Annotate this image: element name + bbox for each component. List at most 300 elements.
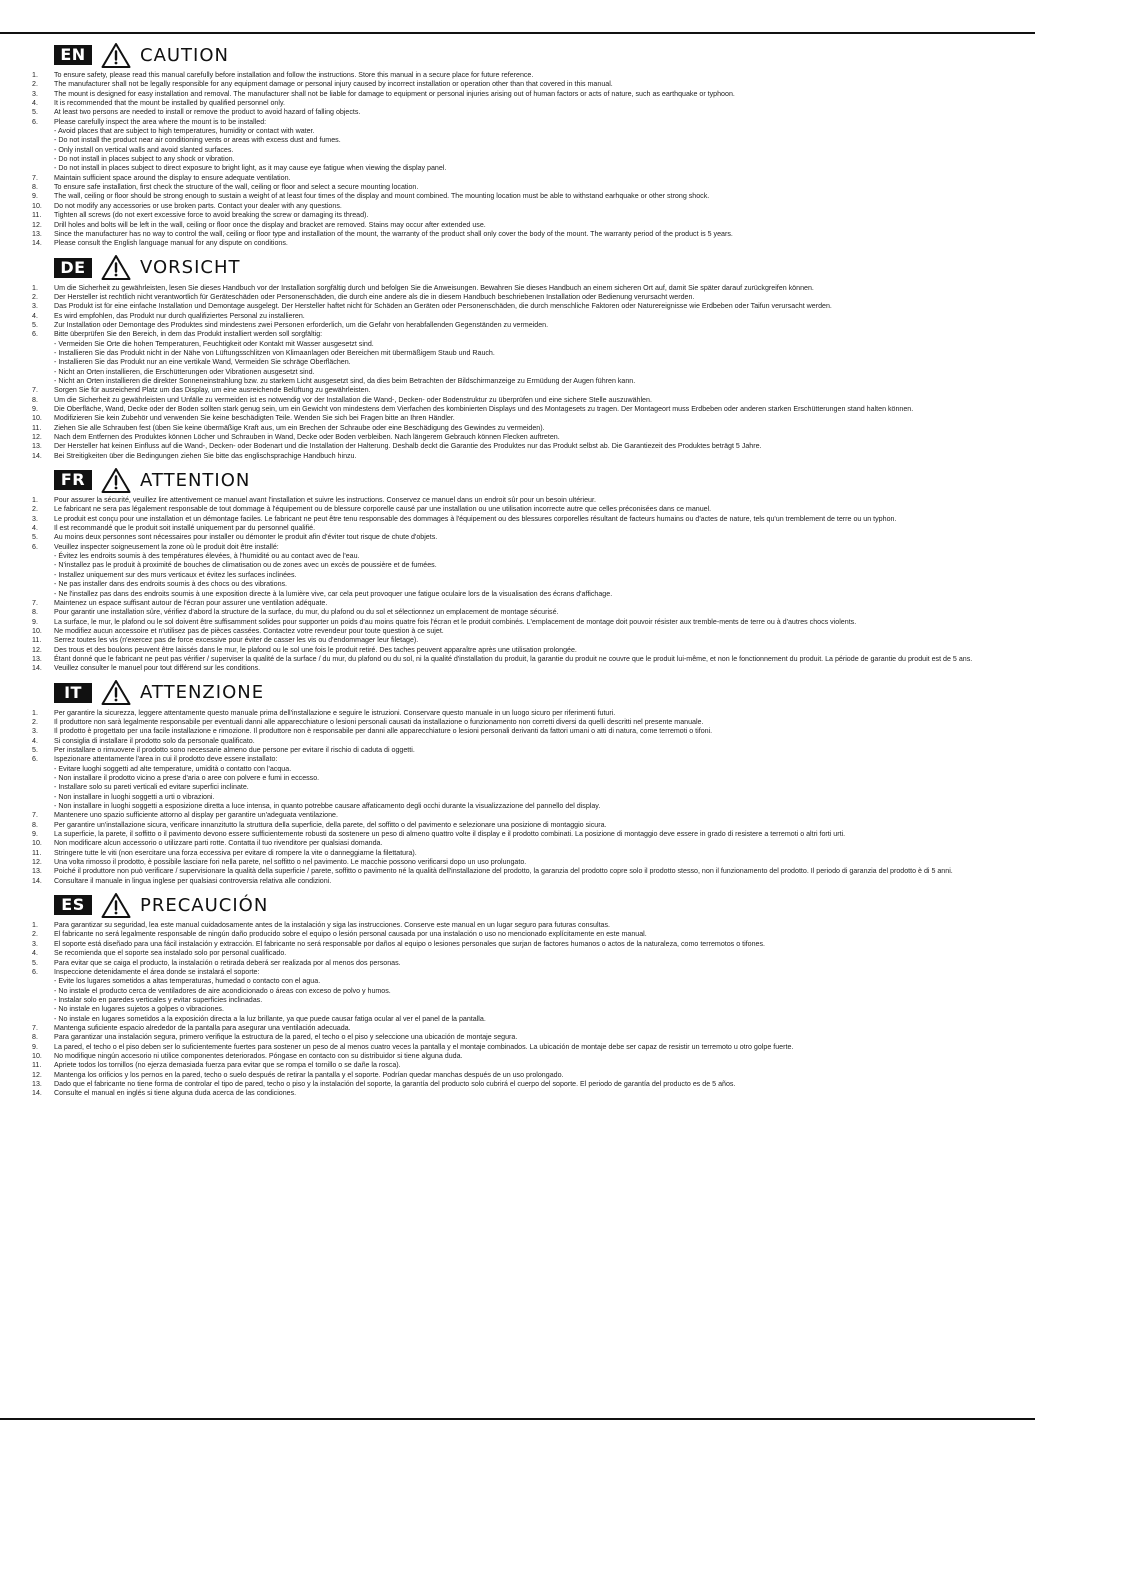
item-text: Au moins deux personnes sont nécessaires pour installer ou démonter le produit afin d'éviter tout risque de chute d'objets. [54, 533, 438, 542]
instruction-item [32, 709, 1022, 718]
sub-item-text: - N'installez pas le produit à proximité de bouches de climatisation ou de zones avec un excès de poussière et de fumées. [54, 561, 437, 570]
item-body [54, 202, 1022, 211]
item-body [54, 174, 1022, 183]
item-number: 11. [32, 423, 42, 432]
warning-icon [101, 254, 131, 281]
instruction-item [32, 414, 1022, 423]
instruction-item [32, 302, 1022, 311]
item-number: 13. [32, 654, 42, 663]
instruction-list [32, 921, 1022, 1099]
item-text: Consulte el manual en inglés si tiene alguna duda acerca de las condiciones. [54, 1089, 297, 1098]
instruction-item [32, 655, 1022, 664]
item-body [54, 755, 1022, 811]
item-text: Inspeccione detenidamente el área donde se instalará el soporte: [54, 967, 260, 976]
instruction-item [32, 524, 1022, 533]
item-body [54, 655, 1022, 664]
item-number: 5. [32, 533, 38, 542]
instruction-item [32, 1071, 1022, 1080]
item-body [54, 921, 1022, 930]
item-text: Es wird empfohlen, das Produkt nur durch qualifiziertes Personal zu installieren. [54, 311, 305, 320]
item-number: 7. [32, 1023, 38, 1032]
section-header [54, 678, 1022, 708]
sub-item-text: - Instalar solo en paredes verticales y evitar superficies inclinadas. [54, 995, 263, 1004]
item-body [54, 118, 1022, 174]
item-number: 14. [32, 1089, 42, 1098]
item-text: Please consult the English language manual for any dispute on conditions. [54, 239, 288, 248]
item-body [54, 71, 1022, 80]
instruction-item [32, 1089, 1022, 1098]
item-body [54, 1052, 1022, 1061]
sub-item-text: - Ne pas installer dans des endroits soumis à des chocs ou des vibrations. [54, 580, 288, 589]
item-text: To ensure safety, please read this manual carefully before installation and follow the instructions. Store this manual in a secure place for future reference. [54, 71, 534, 79]
item-number: 6. [32, 967, 38, 976]
item-number: 13. [32, 1079, 42, 1088]
section-title: VORSICHT [140, 257, 241, 279]
item-number: 4. [32, 99, 38, 108]
sub-item-text: - Evite los lugares sometidos a altas temperaturas, humedad o contacto con el agua. [54, 977, 321, 986]
item-text: Mantenga suficiente espacio alrededor de la pantalla para asegurar una ventilación adecuada. [54, 1023, 351, 1032]
sub-item-text: - Do not install in places subject to direct exposure to bright light, as it may cause eye fatigue when viewing the display panel. [54, 164, 447, 173]
item-text: La superficie, la parete, il soffitto o il pavimento devono essere sufficientemente robusti da sostenere un peso di almeno quattro volte il display e il prodotto combinati. La posizione di montaggio deve essere in grado di resistere a terremoti o altri forti urti. [54, 830, 846, 839]
item-text: Do not modify any accessories or use broken parts. Contact your dealer with any questions. [54, 201, 342, 210]
section-header [54, 40, 1022, 70]
instruction-item [32, 239, 1022, 248]
item-text: Ziehen Sie alle Schrauben fest (üben Sie keine übermäßige Kraft aus, um ein Brechen der Schraube oder eine Beschädigung des Gewindes zu vermeiden). [54, 423, 545, 432]
caution-document [32, 40, 1022, 1103]
item-body [54, 424, 1022, 433]
item-text: The manufacturer shall not be legally responsible for any equipment damage or personal injury caused by incorrect installation or operation other than that covered in this manual. [54, 80, 613, 89]
instruction-item [32, 533, 1022, 542]
item-number: 9. [32, 830, 38, 839]
item-text: Tighten all screws (do not exert excessive force to avoid breaking the screw or damaging its thread). [54, 211, 369, 220]
item-number: 2. [32, 292, 38, 301]
instruction-item [32, 118, 1022, 174]
item-number: 7. [32, 173, 38, 182]
sub-item-text: - Installieren Sie das Produkt nur an eine vertikale Wand, Vermeiden Sie schräge Oberflächen. [54, 358, 351, 367]
item-number: 11. [32, 636, 42, 645]
item-body [54, 414, 1022, 423]
item-number: 6. [32, 542, 38, 551]
instruction-item [32, 618, 1022, 627]
instruction-item [32, 858, 1022, 867]
section-title: CAUTION [140, 44, 229, 66]
item-number: 10. [32, 201, 42, 210]
instruction-item [32, 321, 1022, 330]
item-number: 5. [32, 108, 38, 117]
section-header [54, 253, 1022, 283]
item-text: Serrez toutes les vis (n'exercez pas de force excessive pour éviter de casser les vis ou d'endommager leur filetage). [54, 636, 419, 645]
item-body [54, 636, 1022, 645]
sub-item-text: - Vermeiden Sie Orte die hohen Temperaturen, Feuchtigkeit oder Kontakt mit Wasser ausgesetzt sind. [54, 339, 374, 348]
item-number: 1. [32, 496, 38, 505]
instruction-item [32, 174, 1022, 183]
instruction-list [32, 284, 1022, 462]
sub-item-text: - Évitez les endroits soumis à des températures élevées, à l'humidité ou au contact avec de l'eau. [54, 552, 360, 561]
item-body [54, 811, 1022, 820]
sub-item-text: - Non installare in luoghi soggetti a urti o vibrazioni. [54, 792, 215, 801]
sub-item-text: - Installieren Sie das Produkt nicht in der Nähe von Lüftungsschlitzen von Klimaanlagen oder Bereichen mit übermäßigem Staub und Rauch. [54, 348, 495, 357]
item-body [54, 108, 1022, 117]
item-body [54, 524, 1022, 533]
item-number: 2. [32, 930, 38, 939]
item-text: Ispezionare attentamente l'area in cui il prodotto deve essere installato: [54, 755, 278, 764]
item-body [54, 505, 1022, 514]
item-text: The mount is designed for easy installation and removal. The manufacturer shall not be liable for damage to equipment or personal injuries arising out of human factors or acts of nature, such as earthquake or typhoon. [54, 89, 735, 98]
instruction-item [32, 867, 1022, 876]
item-number: 4. [32, 949, 38, 958]
sub-item-text: - Ne l'installez pas dans des endroits soumis à une exposition directe à la lumière vive, car cela peut provoquer une fatigue oculaire lors de la visualisation des écrans d'affichage. [54, 589, 613, 598]
sub-item-text: - Avoid places that are subject to high temperatures, humidity or contact with water. [54, 127, 315, 136]
section-title: ATTENTION [140, 469, 251, 491]
instruction-item [32, 71, 1022, 80]
item-body [54, 664, 1022, 673]
item-body [54, 877, 1022, 886]
item-text: Der Hersteller ist rechtlich nicht verantwortlich für Geräteschäden oder Personenschäden, die durch eine andere als die in diesem Handbuch beschriebenen Installation oder Bedienung verursacht werden. [54, 292, 695, 301]
warning-icon [101, 42, 131, 69]
item-body [54, 839, 1022, 848]
sub-item-text: - Installare solo su pareti verticali ed evitare superfici inclinate. [54, 783, 249, 792]
item-text: Bei Streitigkeiten über die Bedingungen ziehen Sie bitte das englischsprachige Handbuch hinzu. [54, 451, 357, 460]
instruction-item [32, 192, 1022, 201]
caution-section-es [32, 890, 1022, 1099]
item-body [54, 1024, 1022, 1033]
item-number: 5. [32, 958, 38, 967]
language-badge: IT [54, 683, 92, 703]
item-body [54, 221, 1022, 230]
item-body [54, 396, 1022, 405]
instruction-item [32, 646, 1022, 655]
item-body [54, 727, 1022, 736]
item-body [54, 746, 1022, 755]
item-body [54, 284, 1022, 293]
item-number: 5. [32, 320, 38, 329]
item-number: 1. [32, 283, 38, 292]
item-number: 6. [32, 330, 38, 339]
item-number: 10. [32, 414, 42, 423]
caution-section-en [32, 40, 1022, 249]
instruction-item [32, 108, 1022, 117]
instruction-item [32, 1033, 1022, 1042]
sub-item-text: - No instale en lugares sometidos a la exposición directa a la luz brillante, ya que puede causar fatiga ocular al ver el panel de la pantalla. [54, 1014, 486, 1023]
item-text: Sorgen Sie für ausreichend Platz um das Display, um eine ausreichende Belüftung zu gewährleisten. [54, 386, 371, 395]
item-body [54, 433, 1022, 442]
instruction-item [32, 664, 1022, 673]
instruction-item [32, 433, 1022, 442]
item-body [54, 183, 1022, 192]
item-text: Le fabricant ne sera pas légalement responsable de tout dommage à l'équipement ou de blessure corporelle causé par une installation ou une utilisation incorrecte autre que celles préconisées dans ce manuel. [54, 505, 712, 514]
item-text: Non modificare alcun accessorio o utilizzare parti rotte. Contatta il tuo rivenditore per qualsiasi domanda. [54, 839, 383, 848]
instruction-item [32, 718, 1022, 727]
item-number: 4. [32, 736, 38, 745]
item-number: 2. [32, 505, 38, 514]
item-text: Pour assurer la sécurité, veuillez lire attentivement ce manuel avant l'installation et suivre les instructions. Conservez ce manuel dans un endroit sûr pour un besoin ultérieur. [54, 496, 596, 505]
item-text: Per installare o rimuovere il prodotto sono necessarie almeno due persone per evitare il rischio di caduta di oggetti. [54, 745, 415, 754]
warning-icon [101, 892, 131, 919]
instruction-item [32, 293, 1022, 302]
instruction-item [32, 211, 1022, 220]
item-body [54, 1033, 1022, 1042]
item-body [54, 608, 1022, 617]
instruction-item [32, 505, 1022, 514]
instruction-item [32, 930, 1022, 939]
item-body [54, 330, 1022, 386]
item-text: Stringere tutte le viti (non esercitare una forza eccessiva per evitare di rompere la vite o danneggiarne la filettatura). [54, 848, 417, 857]
instruction-item [32, 830, 1022, 839]
item-text: Étant donné que le fabricant ne peut pas vérifier / superviser la qualité de la surface / du mur, du plafond ou du sol, ni la qualité d'installation du produit, la garantie du produit ne couvre que le produit lui-même, et non le fonctionnement du produit. La période de garantie du produit est de 5 ans. [54, 654, 973, 663]
item-body [54, 496, 1022, 505]
item-number: 7. [32, 811, 38, 820]
item-body [54, 968, 1022, 1024]
item-text: Um die Sicherheit zu gewährleisten und Unfälle zu vermeiden ist es notwendig vor der Installation die Wand-, Decken- oder Bodenstruktur zu überprüfen und eine sichere Stelle auszuwählen. [54, 395, 652, 404]
item-number: 14. [32, 451, 42, 460]
item-number: 7. [32, 386, 38, 395]
item-number: 6. [32, 755, 38, 764]
item-text: Um die Sicherheit zu gewährleisten, lesen Sie dieses Handbuch vor der Installation sorgfältig durch und befolgen Sie die Anweisungen. Bewahren Sie dieses Handbuch an einem sicheren Ort auf, damit Sie später darauf zurückgreifen können. [54, 283, 814, 292]
item-body [54, 230, 1022, 239]
item-text: Since the manufacturer has no way to control the wall, ceiling or floor type and installation of the mount, the warranty of the product shall only cover the body of the mount. The warranty period of the product is 5 years. [54, 229, 733, 238]
item-body [54, 543, 1022, 599]
item-text: Please carefully inspect the area where the mount is to be installed: [54, 117, 267, 126]
item-text: The wall, ceiling or floor should be strong enough to sustain a weight of at least four times of the display and mount combined. The mounting location must be able to withstand earhquake or other strong shock. [54, 192, 710, 201]
item-text: La pared, el techo o el piso deben ser lo suficientemente fuertes para sostener un peso de al menos cuatro veces la pantalla y el montaje combinados. La ubicación de montaje debe ser capaz de resistir un terremoto u otro golpe fuerte. [54, 1042, 794, 1051]
item-body [54, 646, 1022, 655]
item-text: Per garantire la sicurezza, leggere attentamente questo manuale prima dell'installazione e seguire le istruzioni. Conservare questo manuale in un luogo sicuro per riferimenti futuri. [54, 708, 616, 717]
sub-item-text: - Nicht an Orten installieren, die Erschütterungen oder Vibrationen ausgesetzt sind. [54, 367, 315, 376]
item-body [54, 959, 1022, 968]
item-text: It is recommended that the mount be installed by qualified personnel only. [54, 99, 285, 108]
instruction-item [32, 755, 1022, 811]
item-number: 9. [32, 405, 38, 413]
item-number: 8. [32, 183, 38, 192]
item-text: Poiché il produttore non può verificare / supervisionare la qualità della superficie / parete, soffitto o pavimento né la qualità dell'installazione del prodotto, la garanzia del prodotto copre solo il prodotto stesso, non il funzionamento del prodotto. Il periodo di garanzia del prodotto è di 5 anni. [54, 867, 953, 876]
item-number: 12. [32, 220, 42, 229]
item-number: 1. [32, 71, 38, 79]
instruction-item [32, 396, 1022, 405]
top-divider [0, 32, 1035, 34]
instruction-item [32, 1024, 1022, 1033]
instruction-item [32, 627, 1022, 636]
instruction-list [32, 496, 1022, 674]
item-body [54, 515, 1022, 524]
item-text: Para garantizar una instalación segura, primero verifique la estructura de la pared, el techo o el piso y seleccione una ubicación de montaje segura. [54, 1033, 518, 1042]
item-text: Veuillez consulter le manuel pour tout différend sur les conditions. [54, 664, 261, 673]
sub-item-text: - No instale el producto cerca de ventiladores de aire acondicionado o áreas con exceso de polvo y humos. [54, 986, 391, 995]
item-number: 4. [32, 311, 38, 320]
item-text: Para garantizar su seguridad, lea este manual cuidadosamente antes de la instalación y siga las instrucciones. Conserve este manual en un lugar seguro para futuras consultas. [54, 921, 611, 930]
item-body [54, 627, 1022, 636]
instruction-item [32, 746, 1022, 755]
language-badge: DE [54, 258, 92, 278]
item-body [54, 302, 1022, 311]
instruction-item [32, 424, 1022, 433]
item-number: 14. [32, 239, 42, 248]
item-text: Der Hersteller hat keinen Einfluss auf die Wand-, Decken- oder Bodenart und die Installation der Halterung. Deshalb deckt die Garantie des Produktes nur das Produkt selbst ab. Die Garantiezeit des Produktes beträgt 5 Jahre. [54, 442, 762, 451]
instruction-item [32, 202, 1022, 211]
item-body [54, 452, 1022, 461]
language-badge: ES [54, 895, 92, 915]
item-number: 3. [32, 514, 38, 523]
sub-item-text: - Non installare il prodotto vicino a prese d'aria o aree con polvere e fumi in eccesso. [54, 774, 320, 782]
instruction-item [32, 921, 1022, 930]
item-body [54, 718, 1022, 727]
instruction-item [32, 99, 1022, 108]
instruction-item [32, 839, 1022, 848]
instruction-item [32, 811, 1022, 820]
item-number: 8. [32, 820, 38, 829]
instruction-list [32, 71, 1022, 249]
instruction-item [32, 230, 1022, 239]
item-number: 9. [32, 192, 38, 201]
item-number: 14. [32, 876, 42, 885]
instruction-item [32, 80, 1022, 89]
item-text: Apriete todos los tornillos (no ejerza demasiada fuerza para evitar que se rompa el tornillo o se dañe la rosca). [54, 1061, 401, 1070]
instruction-item [32, 452, 1022, 461]
instruction-item [32, 442, 1022, 451]
instruction-item [32, 496, 1022, 505]
item-body [54, 312, 1022, 321]
instruction-item [32, 959, 1022, 968]
item-text: Mantenere uno spazio sufficiente attorno al display per garantire un'adeguata ventilazione. [54, 811, 338, 820]
item-body [54, 1061, 1022, 1070]
item-text: Il produttore non sarà legalmente responsabile per eventuali danni alle apparecchiature o lesioni personali causati da installazione o funzionamento non corretti diversi da quelli descritti nel presente manuale. [54, 717, 704, 726]
item-number: 10. [32, 1051, 42, 1060]
instruction-item [32, 727, 1022, 736]
item-text: Le produit est conçu pour une installation et un démontage faciles. Le fabricant ne peut être tenu responsable des dommages à l'équipement ou des blessures corporelles résultant de facteurs humains ou d'actes de nature, tels qu'un tremblement de terre ou un typhon. [54, 514, 897, 523]
item-text: El fabricante no será legalmente responsable de ningún daño producido sobre el equipo o lesión personal causada por una instalación o uso no mencionado explícitamente en este manual. [54, 930, 647, 939]
item-text: La surface, le mur, le plafond ou le sol doivent être suffisamment solides pour supporter un poids d'au moins quatre fois l'écran et le produit combinés. L'emplacement de montage doit pouvoir résister aux tremble-ments de terre ou à d'autres chocs violents. [54, 617, 857, 626]
sub-item-text: - Do not install in places subject to any shock or vibration. [54, 155, 235, 164]
warning-icon [101, 467, 131, 494]
caution-section-de [32, 253, 1022, 462]
instruction-item [32, 90, 1022, 99]
item-body [54, 867, 1022, 876]
instruction-item [32, 849, 1022, 858]
sub-item-text: - Only install on vertical walls and avoid slanted surfaces. [54, 145, 234, 154]
instruction-item [32, 737, 1022, 746]
item-number: 12. [32, 1070, 42, 1079]
instruction-item [32, 183, 1022, 192]
instruction-item [32, 1080, 1022, 1089]
item-body [54, 211, 1022, 220]
item-number: 10. [32, 839, 42, 848]
item-text: Ne modifiez aucun accessoire et n'utilisez pas de pièces cassées. Contactez votre revendeur pour toute question à ce sujet. [54, 626, 444, 635]
sub-item-text: - Installez uniquement sur des murs verticaux et évitez les surfaces inclinées. [54, 570, 297, 579]
item-text: Una volta rimosso il prodotto, è possibile lasciare fori nella parete, nel soffitto o nel pavimento. Le macchie possono verificarsi dopo un uso prolungato. [54, 858, 527, 867]
item-body [54, 239, 1022, 248]
item-body [54, 940, 1022, 949]
caution-section-fr [32, 465, 1022, 674]
item-text: Des trous et des boulons peuvent être laissés dans le mur, le plafond ou le sol une fois le produit retiré. Des taches peuvent apparaître après une utilisation prolongée. [54, 645, 577, 654]
warning-icon [101, 679, 131, 706]
instruction-item [32, 968, 1022, 1024]
item-number: 10. [32, 626, 42, 635]
item-text: Die Oberfläche, Wand, Decke oder der Boden sollten stark genug sein, um ein Gewicht von mindestens dem Vierfachen des kombinierten Displays und des Montagesets zu tragen. Der Montageort muss Erdbeben oder anderen starken Erschütterungen stand halten können. [54, 405, 914, 413]
item-number: 6. [32, 117, 38, 126]
item-text: El soporte está diseñado para una fácil instalación y extracción. El fabricante no será responsable por daños al equipo o lesiones personales que surjan de factores humanos o actos de la naturaleza, como terremotos o tifones. [54, 939, 765, 948]
instruction-item [32, 1061, 1022, 1070]
item-body [54, 321, 1022, 330]
instruction-item [32, 1043, 1022, 1052]
item-body [54, 442, 1022, 451]
item-body [54, 293, 1022, 302]
item-text: Per garantire un'installazione sicura, verificare innanzitutto la struttura della superficie, della parete, del soffitto o del pavimento e selezionare una posizione di montaggio sicura. [54, 820, 607, 829]
item-text: Maintenez un espace suffisant autour de l'écran pour assurer une ventilation adéquate. [54, 598, 328, 607]
item-number: 8. [32, 1033, 38, 1042]
instruction-item [32, 877, 1022, 886]
sub-item-text: - Evitare luoghi soggetti ad alte temperature, umidità o contatto con l'acqua. [54, 764, 292, 773]
item-number: 9. [32, 1042, 38, 1051]
item-text: At least two persons are needed to install or remove the product to avoid hazard of falling objects. [54, 108, 361, 117]
item-body [54, 80, 1022, 89]
instruction-item [32, 515, 1022, 524]
item-text: Pour garantir une installation sûre, vérifiez d'abord la structure de la surface, du mur, du plafond ou du sol et sélectionnez un emplacement de montage sécurisé. [54, 608, 559, 617]
item-number: 8. [32, 395, 38, 404]
item-body [54, 821, 1022, 830]
language-badge: EN [54, 45, 92, 65]
item-body [54, 737, 1022, 746]
item-body [54, 1071, 1022, 1080]
item-body [54, 599, 1022, 608]
item-text: Drill holes and bolts will be left in the wall, ceiling or floor once the display and bracket are removed. Stains may occur after extended use. [54, 220, 486, 229]
item-number: 4. [32, 524, 38, 533]
item-text: Il est recommandé que le produit soit installé uniquement par du personnel qualifié. [54, 524, 316, 533]
item-text: Das Produkt ist für eine einfache Installation und Demontage ausgelegt. Der Hersteller haftet nicht für Schäden an Geräten oder Personenschäden, die durch menschliche Faktoren oder Naturereignisse wie Erdbeben oder Taifun verursacht werden. [54, 302, 832, 311]
item-number: 13. [32, 442, 42, 451]
item-text: Bitte überprüfen Sie den Bereich, in dem das Produkt installiert werden soll sorgfältig: [54, 330, 323, 339]
item-body [54, 1089, 1022, 1098]
item-number: 9. [32, 617, 38, 626]
item-text: Mantenga los orificios y los pernos en la pared, techo o suelo después de retirar la pantalla y el soporte. Podrían quedar manchas después de un uso prolongado. [54, 1070, 564, 1079]
item-body [54, 830, 1022, 839]
item-number: 12. [32, 433, 42, 442]
item-number: 1. [32, 708, 38, 717]
sub-item-text: - Non installare in luoghi soggetti a esposizione diretta a luce intensa, in quanto potrebbe causare affaticamento degli occhi durante la visualizzazione del pannello del display. [54, 802, 601, 811]
instruction-item [32, 221, 1022, 230]
item-body [54, 533, 1022, 542]
section-header [54, 890, 1022, 920]
item-number: 3. [32, 939, 38, 948]
item-text: Se recomienda que el soporte sea instalado solo por personal cualificado. [54, 949, 287, 958]
item-body [54, 849, 1022, 858]
item-number: 11. [32, 211, 42, 220]
bottom-divider [0, 1418, 1035, 1420]
section-title: ATTENZIONE [140, 682, 265, 704]
instruction-item [32, 543, 1022, 599]
section-title: PRECAUCIÓN [140, 894, 269, 916]
item-number: 8. [32, 608, 38, 617]
item-number: 14. [32, 664, 42, 673]
item-number: 7. [32, 598, 38, 607]
item-number: 13. [32, 867, 42, 876]
item-text: To ensure safe installation, first check the structure of the wall, ceiling or floor and select a secure mounting location. [54, 183, 419, 192]
instruction-item [32, 608, 1022, 617]
sub-item-text: - Nicht an Orten installieren die direkter Sonneneinstrahlung bzw. zu starkem Licht ausgesetzt sind, da dies beim Betrachten der Bildschirmanzeige zu Ermüdung der Augen führen kann. [54, 376, 636, 385]
item-number: 3. [32, 727, 38, 736]
item-number: 5. [32, 745, 38, 754]
item-body [54, 1043, 1022, 1052]
item-text: Zur Installation oder Demontage des Produktes sind mindestens zwei Personen erforderlich, um die Gefahr von herabfallenden Gegenständen zu vermeiden. [54, 320, 549, 329]
instruction-item [32, 949, 1022, 958]
instruction-item [32, 284, 1022, 293]
item-number: 2. [32, 80, 38, 89]
item-text: Para evitar que se caiga el producto, la instalación o retirada deberá ser realizada por al menos dos personas. [54, 958, 401, 967]
item-body [54, 930, 1022, 939]
item-text: Dado que el fabricante no tiene forma de controlar el tipo de pared, techo o piso y la instalación del soporte, la garantía del producto solo cubrirá el cuerpo del soporte. El periodo de garantía del producto es de 5 años. [54, 1079, 736, 1088]
instruction-item [32, 636, 1022, 645]
instruction-item [32, 940, 1022, 949]
item-text: Si consiglia di installare il prodotto solo da personale qualificato. [54, 736, 255, 745]
item-text: Il prodotto è progettato per una facile installazione e rimozione. Il produttore non è responsabile per danni alle apparecchiature o lesioni personali derivanti da fattori umani o atti di natura, come terremoti o tifoni. [54, 727, 713, 736]
